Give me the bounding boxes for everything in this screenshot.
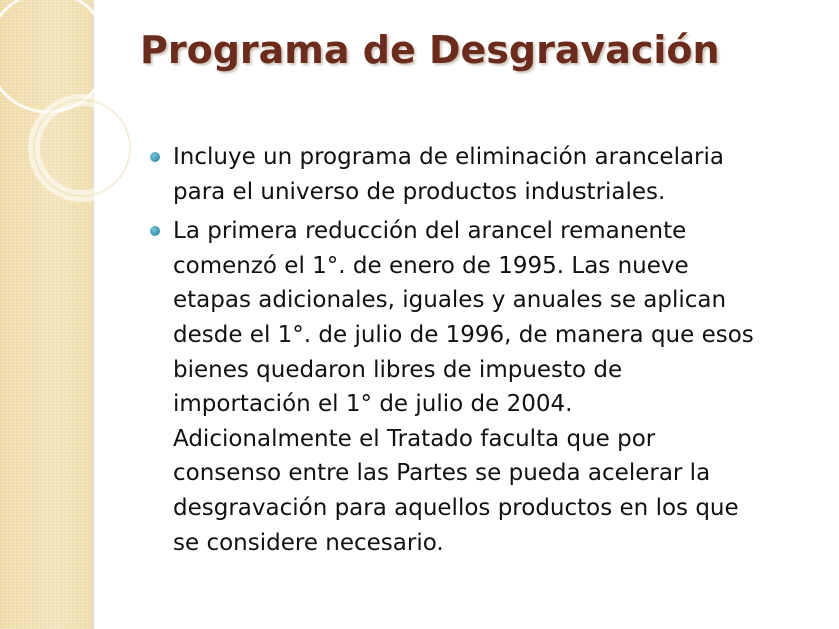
decorative-rings — [0, 0, 140, 230]
bullet-2-line-7: Adicionalmente el Tratado faculta que por — [173, 425, 656, 452]
bullet-item-2 — [150, 214, 810, 560]
bullet-dot-icon — [150, 152, 160, 162]
bullet-2-line-4: desde el 1°. de julio de 1996, de manera que esos — [173, 321, 754, 348]
bullet-2-line-3: etapas adicionales, iguales y anuales se aplican — [173, 287, 727, 314]
bullet-2-line-5: bienes quedaron libres de impuesto de — [173, 356, 623, 383]
bullet-2-line-8: consenso entre las Partes se pueda acelerar la — [173, 460, 711, 487]
bullet-1-line-2: para el universo de productos industriales. — [173, 178, 666, 205]
bullet-2-line-10: se considere necesario. — [173, 529, 444, 556]
bullet-2-line-1: La primera reducción del arancel remanente — [173, 218, 687, 245]
bullet-2-line-2: comenzó el 1°. de enero de 1995. Las nueve — [173, 252, 689, 279]
bullet-2-line-6: importación el 1° de julio de 2004. — [173, 391, 573, 418]
slide-title: Programa de Desgravación — [140, 28, 720, 72]
bullet-dot-icon — [150, 226, 160, 236]
bullet-list — [150, 140, 810, 565]
bullet-item-1 — [150, 140, 810, 209]
decorative-ring-small-inner — [34, 100, 130, 196]
bullet-1-line-1: Incluye un programa de eliminación arancelaria — [173, 144, 724, 170]
bullet-2-line-9: desgravación para aquellos productos en los que — [173, 494, 739, 521]
